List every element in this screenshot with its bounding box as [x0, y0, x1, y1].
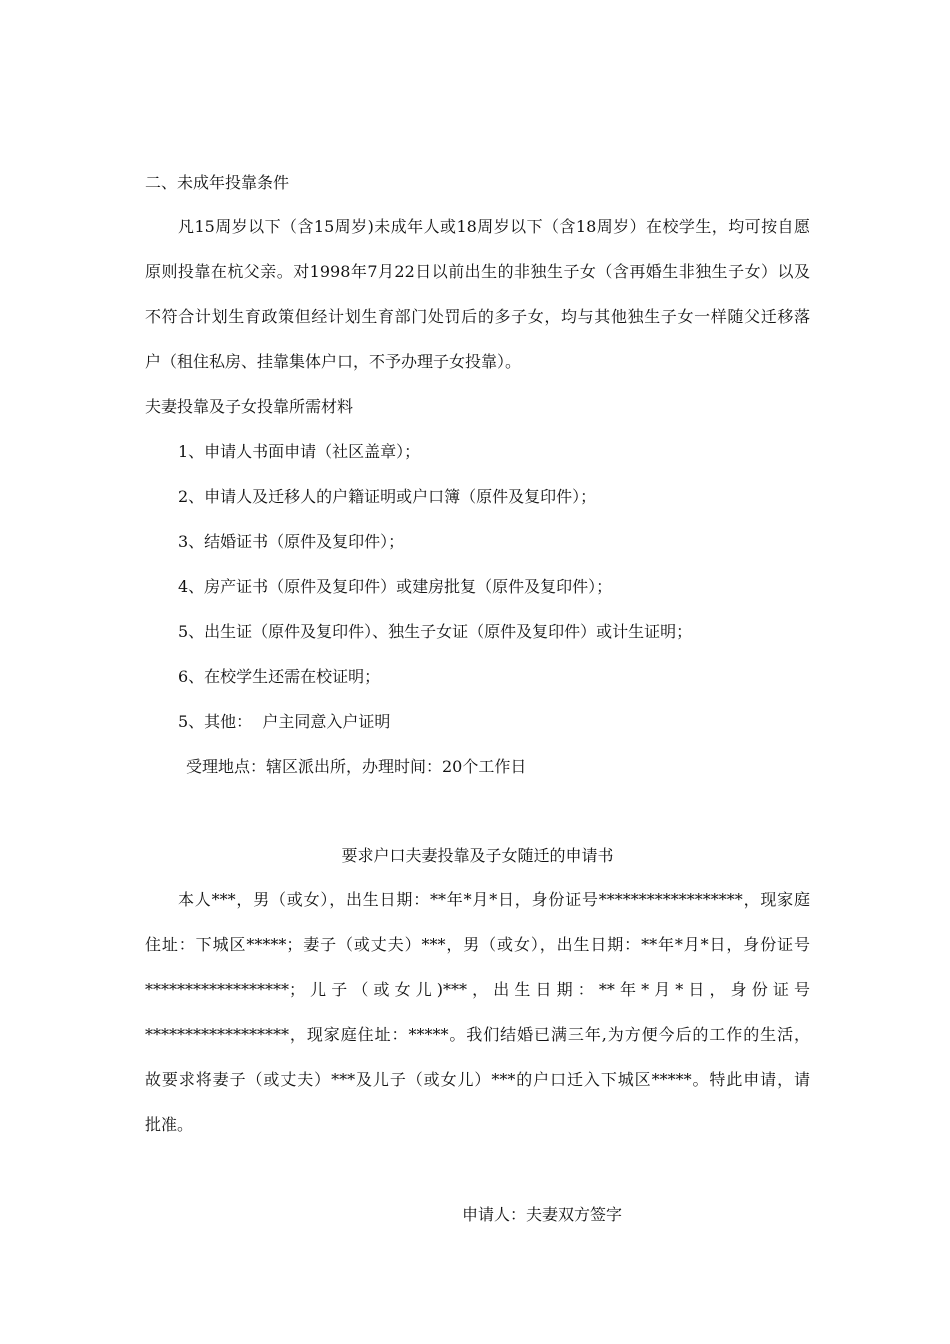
- paragraph-line: 不符合计划生育政策但经计划生育部门处罚后的多子女，均与其他独生子女一样随父迁移落: [145, 307, 810, 326]
- section-heading-minor-conditions: 二、未成年投靠条件: [145, 173, 290, 192]
- office-info: 受理地点：辖区派出所，办理时间：20个工作日: [186, 757, 527, 776]
- materials-list-item: 1、申请人书面申请（社区盖章）；: [178, 442, 421, 461]
- materials-list-item: 5、出生证（原件及复印件）、独生子女证（原件及复印件）或计生证明；: [178, 622, 693, 641]
- paragraph-line: 原则投靠在杭父亲。对1998年7月22日以前出生的非独生子女（含再婚生非独生子女）以及: [145, 262, 810, 281]
- materials-list-item: 6、在校学生还需在校证明；: [178, 667, 381, 686]
- materials-list-item: 5、其他： 户主同意入户证明: [178, 712, 391, 731]
- application-body-line: 本人***，男（或女），出生日期：**年*月*日，身份证号******************，现家庭: [178, 890, 810, 909]
- application-body-line: 故要求将妻子（或丈夫）***及儿子（或女儿）***的户口迁入下城区*****。特此申请，请: [145, 1070, 810, 1089]
- materials-heading: 夫妻投靠及子女投靠所需材料: [145, 397, 354, 416]
- application-body-line: ******************，现家庭住址：*****。我们结婚已满三年,为方便今后的工作的生活，: [145, 1025, 810, 1044]
- materials-list-item: 2、申请人及迁移人的户籍证明或户口簿（原件及复印件）；: [178, 487, 597, 506]
- paragraph-line: 凡15周岁以下（含15周岁)未成年人或18周岁以下（含18周岁）在校学生，均可按自愿: [178, 217, 810, 236]
- applicant-signature-label: 申请人：夫妻双方签字: [462, 1205, 623, 1224]
- paragraph-line: 户（租住私房、挂靠集体户口，不予办理子女投靠）。: [145, 352, 522, 371]
- application-body-line: 住址：下城区*****；妻子（或丈夫）***，男（或女），出生日期：**年*月*日，身份证号: [145, 935, 810, 954]
- materials-list-item: 4、房产证书（原件及复印件）或建房批复（原件及复印件）；: [178, 577, 613, 596]
- application-title: 要求户口夫妻投靠及子女随迁的申请书: [341, 846, 614, 865]
- materials-list-item: 3、结婚证书（原件及复印件）；: [178, 532, 405, 551]
- application-body-line: ******************；儿子（或女儿)***，出生日期：**年*月*日，身份证号: [145, 980, 810, 999]
- application-body-line: 批准。: [145, 1115, 194, 1134]
